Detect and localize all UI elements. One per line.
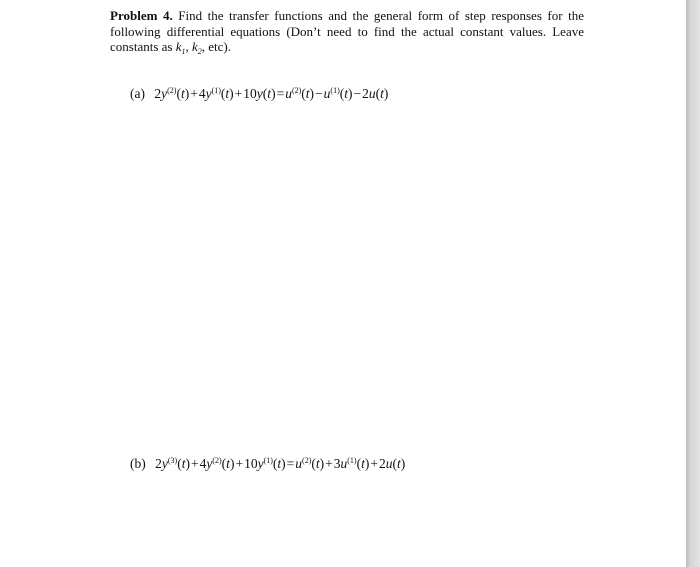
coef: 10 — [243, 86, 257, 101]
k-subscript-2: 2 — [197, 47, 202, 56]
equation-a: (a) $2y^{(2)}(t)+4y^{(1)}(t)+10y(t)=u^{(2)}(t)-u^{(1)}(t)-2u(t)$ — [130, 86, 389, 101]
derivative-order: (1) — [211, 86, 221, 95]
problem-heading-text: Problem 4 — [110, 8, 170, 23]
coef: 3 — [333, 456, 341, 471]
coef: 10 — [244, 456, 258, 471]
derivative-order: (2) — [291, 86, 302, 95]
constant-k2 — [192, 39, 202, 54]
derivative-order: (1) — [347, 456, 357, 465]
problem-intro: Find the transfer functions and the general form of step responses for the following differential equations (Don’t need to find the actual constant values. Leave constants as — [110, 8, 584, 54]
coef: 2 — [362, 86, 369, 101]
coef: 4 — [198, 86, 206, 101]
equation-b-label: (b) — [130, 456, 146, 471]
equation-a-label: (a) — [130, 86, 145, 101]
derivative-order: (2) — [302, 456, 312, 465]
problem-statement: Problem 4. Find the transfer functions and the general form of step responses for the following differential equations (Don’t need to find the actual constant values. Leave constants as $k_1$, $k_2$, etc). — [110, 8, 584, 56]
page-edge-shadow — [686, 0, 700, 567]
coef: 2 — [378, 456, 386, 471]
coef: 2 — [154, 86, 162, 101]
coef: 4 — [199, 456, 207, 471]
k-symbol: k — [192, 39, 198, 54]
derivative-order: (3) — [167, 456, 178, 465]
derivative-order: (2) — [212, 456, 222, 465]
constant-k1 — [176, 39, 186, 54]
k-symbol: k — [175, 39, 182, 54]
derivative-order: (1) — [330, 86, 340, 95]
derivative-order: (1) — [263, 456, 273, 465]
coef: 2 — [155, 456, 162, 471]
k-subscript-1: 1 — [181, 47, 186, 56]
problem-ending: etc). — [208, 39, 232, 54]
derivative-order: (2) — [167, 86, 177, 95]
equation-b: (b) $2y^{(3)}(t)+4y^{(2)}(t)+10y^{(1)}(t)=u^{(2)}(t)+3u^{(1)}(t)+2u(t)$ — [130, 456, 406, 471]
problem-heading: Problem 4. — [110, 8, 173, 23]
